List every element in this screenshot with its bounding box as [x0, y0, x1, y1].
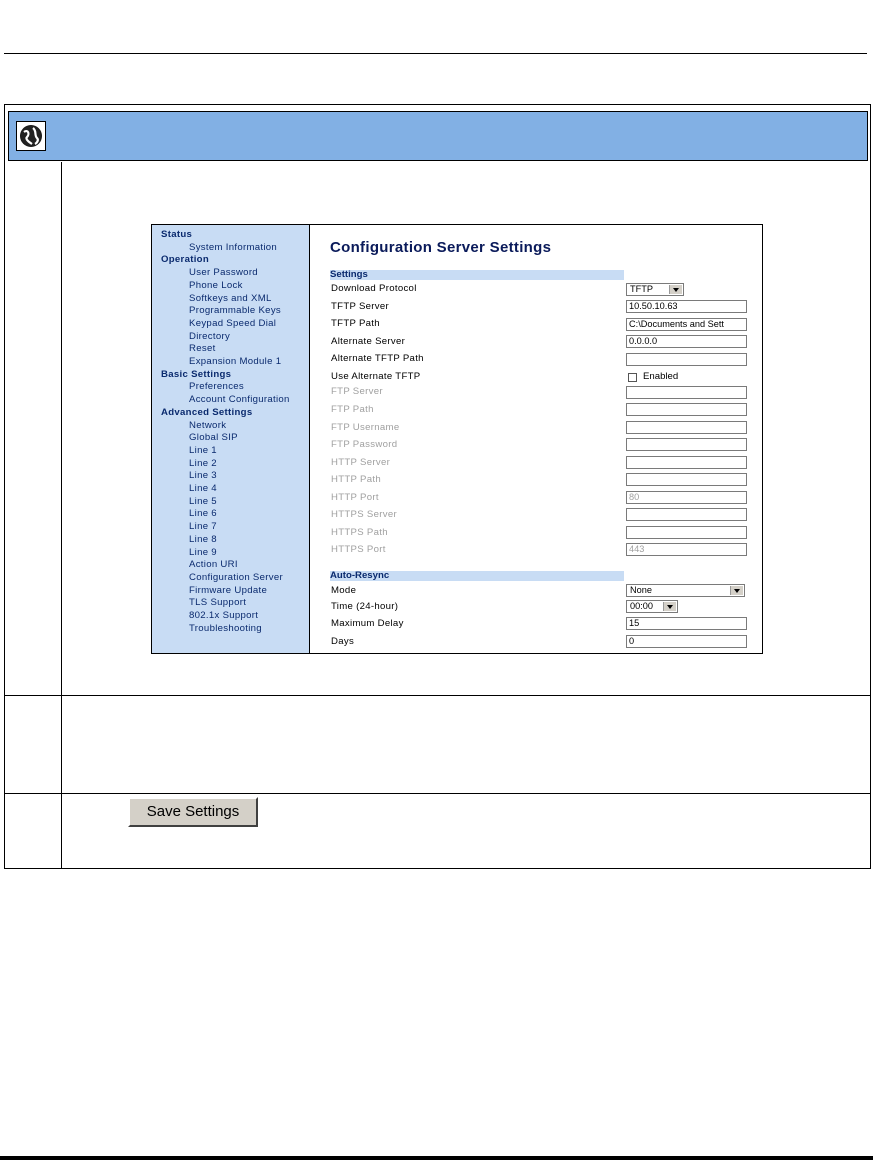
use-alternate-tftp-label: Use Alternate TFTP — [331, 371, 421, 382]
sidebar-item-line-3[interactable]: Line 3 — [189, 470, 217, 482]
sidebar-nav — [152, 225, 310, 653]
tftp-path-field[interactable]: C:\Documents and Sett — [626, 318, 747, 331]
maximum-delay-label: Maximum Delay — [331, 618, 404, 629]
ftp-server-label: FTP Server — [331, 386, 383, 397]
http-server-field[interactable] — [626, 456, 747, 469]
ftp-username-label: FTP Username — [331, 422, 400, 433]
sidebar-item-line-7[interactable]: Line 7 — [189, 521, 217, 533]
https-port-label: HTTPS Port — [331, 544, 386, 555]
http-path-field[interactable] — [626, 473, 747, 486]
http-port-label: HTTP Port — [331, 492, 379, 503]
sidebar-item-line-5[interactable]: Line 5 — [189, 495, 217, 507]
sidebar-item-system-information[interactable]: System Information — [189, 241, 278, 253]
sidebar-item-line-1[interactable]: Line 1 — [189, 444, 217, 456]
sidebar-item-reset[interactable]: Reset — [189, 343, 216, 355]
sidebar-item-action-uri[interactable]: Action URI — [189, 559, 238, 571]
download-protocol-select[interactable]: TFTP — [626, 283, 684, 296]
sidebar-item-troubleshooting[interactable]: Troubleshooting — [189, 622, 262, 634]
alternate-tftp-path-label: Alternate TFTP Path — [331, 353, 424, 364]
title-band — [8, 111, 868, 161]
days-field[interactable]: 0 — [626, 635, 747, 648]
alternate-tftp-path-field[interactable] — [626, 353, 747, 366]
https-port-field[interactable]: 443 — [626, 543, 747, 556]
auto-resync-section-header: Auto-Resync — [330, 571, 624, 581]
sidebar-heading-operation: Operation — [161, 254, 210, 266]
use-alternate-tftp-checkbox[interactable] — [628, 373, 637, 382]
ftp-path-field[interactable] — [626, 403, 747, 416]
settings-panel — [310, 225, 762, 653]
page-title: Configuration Server Settings — [330, 239, 552, 256]
web-ui-globe-icon — [16, 121, 46, 151]
sidebar-item-keypad-speed-dial[interactable]: Keypad Speed Dial — [189, 317, 277, 329]
ftp-password-field[interactable] — [626, 438, 747, 451]
sidebar-item-line-9[interactable]: Line 9 — [189, 546, 217, 558]
days-label: Days — [331, 636, 355, 647]
tftp-server-field[interactable]: 10.50.10.63 — [626, 300, 747, 313]
http-path-label: HTTP Path — [331, 474, 381, 485]
sidebar-item-tls-support[interactable]: TLS Support — [189, 597, 247, 609]
tftp-server-label: TFTP Server — [331, 301, 390, 312]
alternate-server-label: Alternate Server — [331, 336, 406, 347]
sidebar-heading-basic-settings: Basic Settings — [161, 368, 232, 380]
ftp-server-field[interactable] — [626, 386, 747, 399]
sidebar-item-line-4[interactable]: Line 4 — [189, 483, 217, 494]
sidebar-item-preferences[interactable]: Preferences — [189, 381, 245, 393]
enabled-checkbox-label: Enabled — [643, 371, 679, 382]
sidebar-item-account-configuration[interactable]: Account Configuration — [189, 394, 290, 406]
sidebar-item-global-sip[interactable]: Global SIP — [189, 432, 238, 444]
chevron-down-icon — [663, 602, 676, 611]
sidebar-item-directory[interactable]: Directory — [189, 330, 231, 342]
http-server-label: HTTP Server — [331, 457, 391, 468]
header-rule — [4, 53, 867, 54]
sidebar-item-programmable-keys[interactable]: Programmable Keys — [189, 305, 282, 317]
sidebar-item-802-1x-support[interactable]: 802.1x Support — [189, 610, 259, 621]
sidebar-item-network[interactable]: Network — [189, 419, 227, 431]
https-server-field[interactable] — [626, 508, 747, 521]
https-server-label: HTTPS Server — [331, 509, 397, 520]
download-protocol-label: Download Protocol — [331, 283, 417, 294]
sidebar-item-phone-lock[interactable]: Phone Lock — [189, 279, 243, 291]
mode-label: Mode — [331, 585, 357, 596]
https-path-label: HTTPS Path — [331, 527, 388, 538]
chevron-down-icon — [669, 285, 682, 294]
ftp-username-field[interactable] — [626, 421, 747, 434]
footer-rule — [0, 1156, 873, 1160]
sidebar-item-softkeys-and-xml[interactable]: Softkeys and XML — [189, 292, 272, 304]
sidebar-heading-advanced-settings: Advanced Settings — [161, 406, 253, 418]
time-select[interactable]: 00:00 — [626, 600, 678, 613]
row-divider — [5, 695, 870, 696]
settings-section-header: Settings — [330, 270, 624, 280]
alternate-server-field[interactable]: 0.0.0.0 — [626, 335, 747, 348]
save-settings-button[interactable]: Save Settings — [128, 797, 258, 827]
step-column-divider — [61, 162, 62, 869]
sidebar-item-expansion-module-1[interactable]: Expansion Module 1 — [189, 356, 282, 367]
sidebar-item-firmware-update[interactable]: Firmware Update — [189, 584, 268, 596]
sidebar-item-line-6[interactable]: Line 6 — [189, 508, 217, 520]
config-server-screenshot — [151, 224, 763, 654]
sidebar-item-user-password[interactable]: User Password — [189, 267, 258, 279]
tftp-path-label: TFTP Path — [331, 318, 380, 329]
row-divider — [5, 793, 870, 794]
sidebar-item-line-2[interactable]: Line 2 — [189, 457, 217, 469]
ftp-password-label: FTP Password — [331, 439, 398, 450]
http-port-field[interactable]: 80 — [626, 491, 747, 504]
mode-select[interactable]: None — [626, 584, 745, 597]
sidebar-item-configuration-server[interactable]: Configuration Server — [189, 571, 283, 583]
chevron-down-icon — [730, 586, 743, 595]
ftp-path-label: FTP Path — [331, 404, 374, 415]
sidebar-item-line-8[interactable]: Line 8 — [189, 533, 217, 545]
https-path-field[interactable] — [626, 526, 747, 539]
time-label: Time (24-hour) — [331, 601, 399, 612]
sidebar-heading-status: Status — [161, 229, 193, 240]
maximum-delay-field[interactable]: 15 — [626, 617, 747, 630]
